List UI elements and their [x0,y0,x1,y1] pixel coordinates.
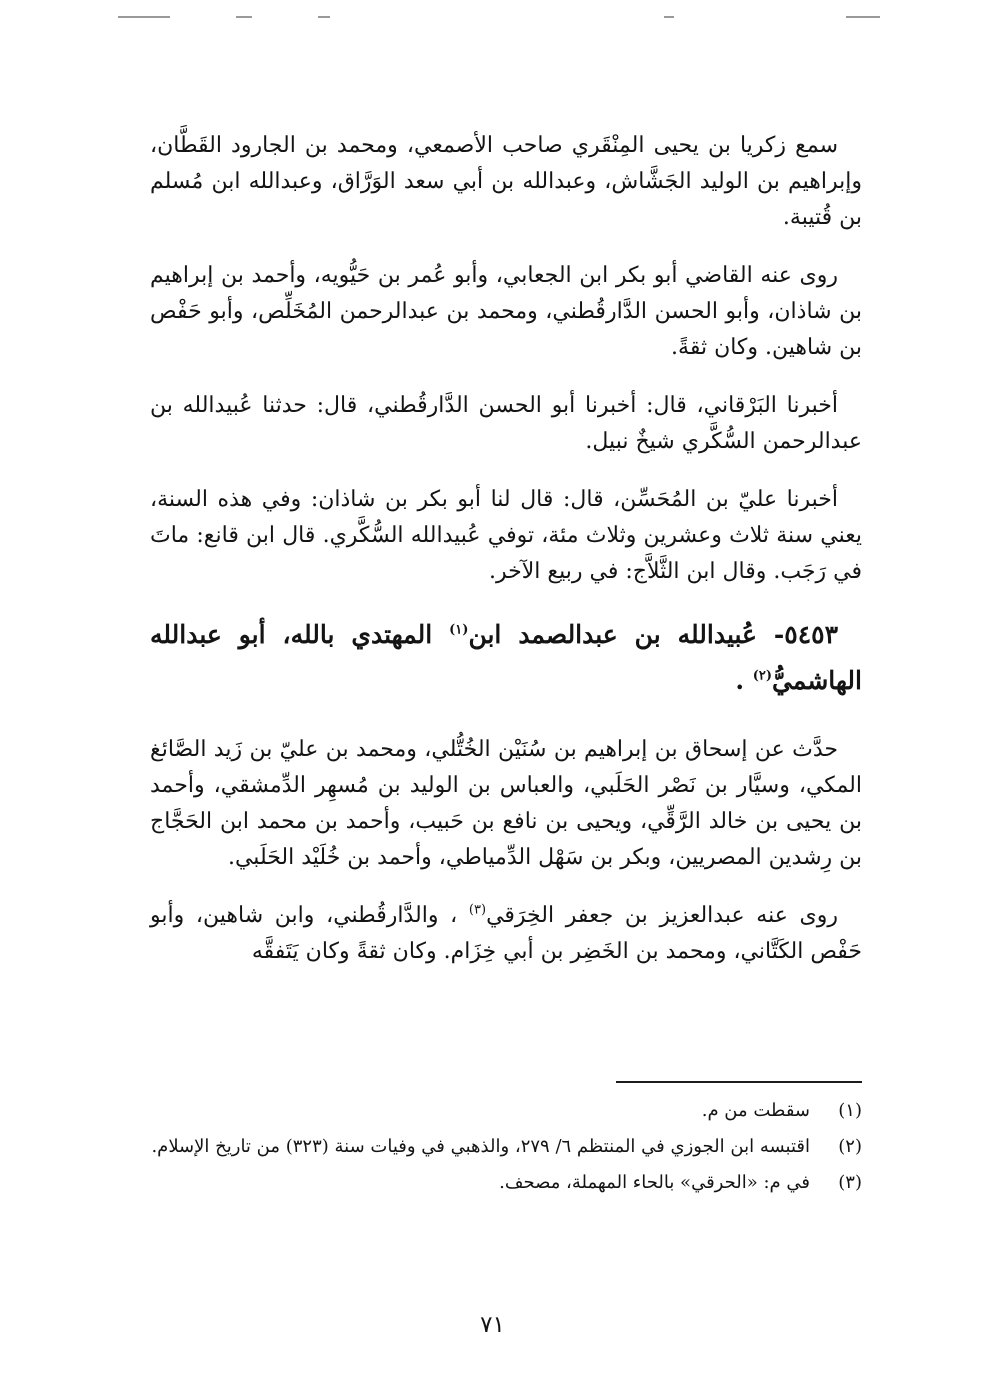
entry-heading-text: ٥٤٥٣- عُبيدالله بن عبدالصمد ابن [468,620,838,649]
footnote-number: (٣) [838,1172,862,1193]
paragraph-barqani-report: أخبرنا البَرْقاني، قال: أخبرنا أبو الحسن الدَّارقُطني، قال: حدثنا عُبيدالله بن عبدالرحمن السُّكَّري شيخٌ نبيل. [150,393,862,454]
scan-mark [318,16,330,18]
footnote-number: (١) [838,1100,862,1121]
footnote-text: اقتبسه ابن الجوزي في المنتظم ٦/ ٢٧٩، والذهبي في وفيات سنة (٣٢٣) من تاريخ الإسلام. [151,1136,810,1157]
scan-top-marks [0,8,985,20]
footnote-ref-2[interactable]: (٢) [752,668,773,684]
paragraph-students-text: روى عنه عبدالعزيز بن جعفر الخِرَقي [486,903,838,928]
paragraph-narrators: روى عنه القاضي أبو بكر ابن الجعابي، وأبو عُمر بن حَيُّويه، وأحمد بن إبراهيم بن شاذان، وأبو الحسن الدَّارقُطني، ومحمد بن عبدالرحمن المُخَلِّص، وأبو حَفْص بن شاهين. وكان ثقةً. [150,263,862,360]
paragraph-death-date: أخبرنا عليّ بن المُحَسِّن، قال: قال لنا أبو بكر بن شاذان: وفي هذه السنة، يعني سنة ثلاث وعشرين وثلاث مئة، توفي عُبيدالله السُّكَّري. قال ابن قانع: ماتَ في رَجَب. وقال ابن الثَّلاَّج: في ربيع الآخر. [150,487,862,584]
footnote-text: في م: «الحرقي» بالحاء المهملة، مصحف. [499,1172,810,1193]
scan-mark [664,16,674,18]
footnotes [150,1096,862,1204]
footnote-ref-1[interactable]: (١) [449,622,469,638]
footnote-3 [150,1168,862,1198]
footnote-ref-3[interactable]: (٣) [468,902,487,918]
scan-mark [236,16,252,18]
paragraph-students [150,898,862,970]
footnote-divider [616,1081,862,1083]
paragraph-students-text: ، والدَّارقُطني، وابن شاهين، وأبو حَفْص الكَتَّاني، ومحمد بن الخَضِر بن أبي خِزَام. وكان ثقةً وكان يَتَفقَّه [150,903,862,964]
page-number: ٧١ [480,1312,505,1338]
scan-mark [846,16,880,18]
entry-heading-text: المهتدي بالله، أبو عبدالله الهاشميُّ [150,620,862,695]
entry-heading [150,612,862,704]
footnote-text: سقطت من م. [701,1100,810,1121]
footnote-number: (٢) [838,1136,862,1157]
scan-mark [118,16,170,18]
footnote-2 [150,1132,862,1162]
footnote-1 [150,1096,862,1126]
entry-heading-text: . [735,666,753,695]
paragraph-heard-from: سمع زكريا بن يحيى المِنْقَري صاحب الأصمعي، ومحمد بن الجارود القَطَّان، وإبراهيم بن الوليد الجَشَّاش، وعبدالله بن أبي سعد الوَرَّاق، وعبدالله ابن مُسلم بن قُتيبة. [150,133,862,230]
paragraph-teachers: حدَّث عن إسحاق بن إبراهيم بن سُنَيْن الخُتُّلي، ومحمد بن عليّ بن زَيد الصَّائغ المكي، وسيَّار بن نَصْر الحَلَبي، والعباس بن الوليد بن مُسهِر الدِّمشقي، وأحمد بن يحيى بن خالد الرَّقِّي، ويحيى بن نافع بن حَبيب، وأحمد بن محمد ابن الحَجَّاج بن رِشدين المصريين، وبكر بن سَهْل الدِّمياطي، وأحمد بن خُلَيْد الحَلَبي. [150,737,862,870]
main-text [150,128,862,992]
